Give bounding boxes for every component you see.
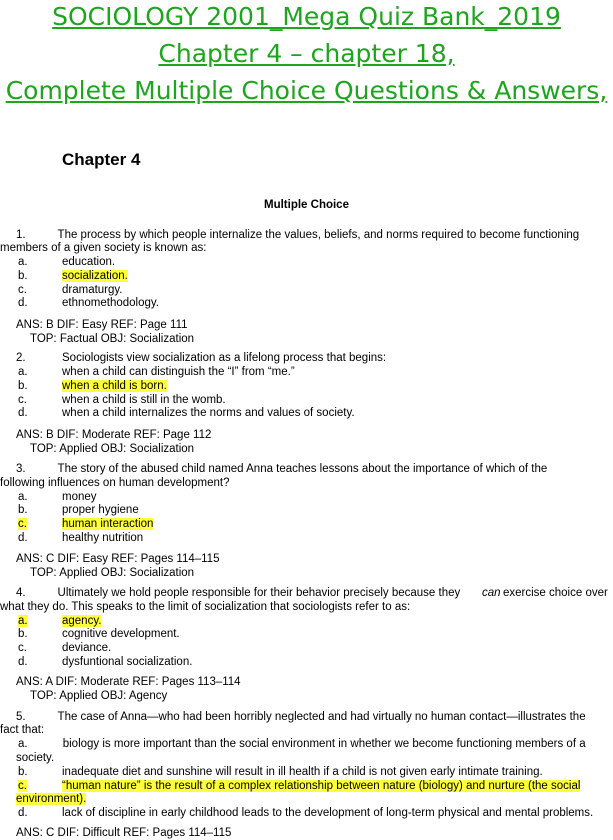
text-line <box>62 270 128 283</box>
document-title-line-3: Complete Multiple Choice Questions & Answers, <box>5 76 608 105</box>
text-line <box>18 615 28 628</box>
highlighted-answer-text: when a child is born. <box>62 380 167 392</box>
line-text: c. <box>18 284 27 296</box>
line-text: when a child is still in the womb. <box>62 394 226 406</box>
line-text: 1. The process by which people internalize the values, beliefs, and norms required to become functioning <box>16 229 580 241</box>
line-text: dysfuntional socialization. <box>62 656 193 668</box>
line-text: exercise choice over <box>503 587 608 599</box>
text-line <box>30 443 194 456</box>
line-text: following influences on human development? <box>0 477 230 489</box>
document-title-line-1: SOCIOLOGY 2001_Mega Quiz Bank_2019 <box>52 2 561 31</box>
text-line <box>62 780 580 793</box>
line-text: d. <box>18 656 28 668</box>
line-text: b. <box>18 270 28 282</box>
text-line <box>18 366 28 379</box>
text-line <box>62 807 593 820</box>
line-text: TOP: Applied OBJ: Socialization <box>30 443 195 455</box>
text-line <box>0 477 230 490</box>
line-text: ANS: C DIF: Easy REF: Pages 114–115 <box>16 553 220 565</box>
highlighted-answer-text: socialization. <box>62 270 128 282</box>
text-line <box>18 518 27 531</box>
text-line <box>62 407 355 420</box>
text-line <box>0 242 206 255</box>
text-line <box>503 587 608 600</box>
text-line <box>18 407 28 420</box>
text-line <box>482 587 501 600</box>
text-line <box>18 628 28 641</box>
text-line <box>62 518 153 531</box>
line-text: d. <box>18 532 28 544</box>
text-line <box>62 532 143 545</box>
line-text: members of a given society is known as: <box>0 242 207 254</box>
line-text: when a child can distinguish the “I” from “me.” <box>62 366 295 378</box>
line-text: cognitive development. <box>62 628 180 640</box>
line-text: education. <box>62 256 116 268</box>
line-text: a. <box>18 366 28 378</box>
text-line <box>16 587 460 600</box>
line-text: inadequate diet and sunshine will result in ill health if a child is not given early intimate training. <box>62 766 543 778</box>
line-text: b. <box>18 628 28 640</box>
line-text: ANS: B DIF: Easy REF: Page 111 <box>16 319 188 331</box>
text-line <box>62 504 139 517</box>
text-line <box>18 532 28 545</box>
line-text: d. <box>18 807 28 819</box>
text-line <box>62 380 167 393</box>
text-line <box>0 601 410 614</box>
text-line <box>62 628 180 641</box>
line-text: TOP: Applied OBJ: Socialization <box>30 567 195 579</box>
line-text: c. <box>18 642 27 654</box>
text-line <box>16 319 188 332</box>
text-line <box>18 394 27 407</box>
text-line <box>18 284 27 297</box>
line-text: c. <box>18 394 27 406</box>
text-line <box>16 553 219 566</box>
text-line <box>16 827 231 840</box>
line-text: 3. The story of the abused child named Anna teaches lessons about the importance of which of the <box>16 463 548 475</box>
section-heading: Multiple Choice <box>264 199 349 211</box>
text-line <box>0 724 44 737</box>
line-text: b. <box>18 380 28 392</box>
line-text: d. <box>18 297 28 309</box>
chapter-heading: Chapter 4 <box>62 150 141 169</box>
text-line <box>16 752 54 765</box>
text-line <box>62 615 101 628</box>
text-line <box>18 491 28 504</box>
text-line <box>62 256 115 269</box>
text-line <box>62 284 123 297</box>
line-text: can <box>482 587 501 599</box>
line-text: ethnomethodology. <box>62 297 159 309</box>
line-text: Sociologists view socialization as a lifelong process that begins: <box>62 352 387 364</box>
text-line <box>62 366 295 379</box>
highlighted-answer-text: a. <box>18 615 28 627</box>
line-text: TOP: Applied OBJ: Agency <box>30 690 168 702</box>
text-line <box>62 297 159 310</box>
line-text: lack of discipline in early childhood leads to the development of long-term physical and mental problems. <box>62 807 594 819</box>
text-line <box>16 352 26 365</box>
text-line <box>18 380 28 393</box>
line-text: ANS: A DIF: Moderate REF: Pages 113–114 <box>16 676 241 688</box>
text-line <box>30 567 194 580</box>
line-text: proper hygiene <box>62 504 139 516</box>
text-line <box>18 766 28 779</box>
text-line <box>16 793 86 806</box>
text-line <box>18 256 28 269</box>
highlighted-answer-text: agency. <box>62 615 102 627</box>
line-text: healthy nutrition <box>62 532 144 544</box>
highlighted-answer-text: environment). <box>16 793 87 805</box>
text-line <box>18 504 28 517</box>
text-line <box>30 690 167 703</box>
highlighted-answer-text: c. <box>18 518 27 530</box>
text-line <box>18 656 28 669</box>
highlighted-answer-text: human interaction <box>62 518 154 530</box>
text-line <box>16 676 241 689</box>
line-text: 5. The case of Anna—who had been horribly neglected and had virtually no human contact—illustrates the <box>16 711 586 723</box>
highlighted-answer-text: “human nature” is the result of a complex relationship between nature (biology) and nurture (the social <box>62 780 581 792</box>
text-line <box>16 711 586 724</box>
text-line <box>30 333 194 346</box>
line-text: a. biology is more important than the social environment in whether we become functioning members of a <box>18 738 586 750</box>
line-text: money <box>62 491 97 503</box>
line-text: 4. Ultimately we hold people responsible for their behavior precisely because they <box>16 587 461 599</box>
line-text: ANS: C DIF: Difficult REF: Pages 114–115 <box>16 827 232 839</box>
text-line <box>18 642 27 655</box>
text-line <box>62 766 543 779</box>
text-line <box>18 780 27 793</box>
text-line <box>18 297 28 310</box>
line-text: 2. <box>16 352 26 364</box>
text-line <box>16 429 211 442</box>
text-line <box>16 463 547 476</box>
text-line <box>18 738 586 751</box>
line-text: d. <box>18 407 28 419</box>
line-text: a. <box>18 256 28 268</box>
text-line <box>62 642 111 655</box>
line-text: a. <box>18 491 28 503</box>
text-line <box>16 229 579 242</box>
line-text: when a child internalizes the norms and values of society. <box>62 407 355 419</box>
text-line <box>62 352 386 365</box>
line-text: b. <box>18 766 28 778</box>
line-text: TOP: Factual OBJ: Socialization <box>30 333 195 345</box>
line-text: dramaturgy. <box>62 284 123 296</box>
line-text: b. <box>18 504 28 516</box>
line-text: society. <box>16 752 55 764</box>
line-text: what they do. This speaks to the limit of socialization that sociologists refer to as: <box>0 601 411 613</box>
text-line <box>18 807 28 820</box>
document-title-line-2: Chapter 4 – chapter 18, <box>158 39 455 68</box>
text-line <box>62 394 226 407</box>
text-line <box>62 491 97 504</box>
line-text: ANS: B DIF: Moderate REF: Page 112 <box>16 429 212 441</box>
line-text: deviance. <box>62 642 112 654</box>
text-line <box>62 656 192 669</box>
text-line <box>18 270 28 283</box>
line-text: fact that: <box>0 724 45 736</box>
highlighted-answer-text: c. <box>18 780 27 792</box>
